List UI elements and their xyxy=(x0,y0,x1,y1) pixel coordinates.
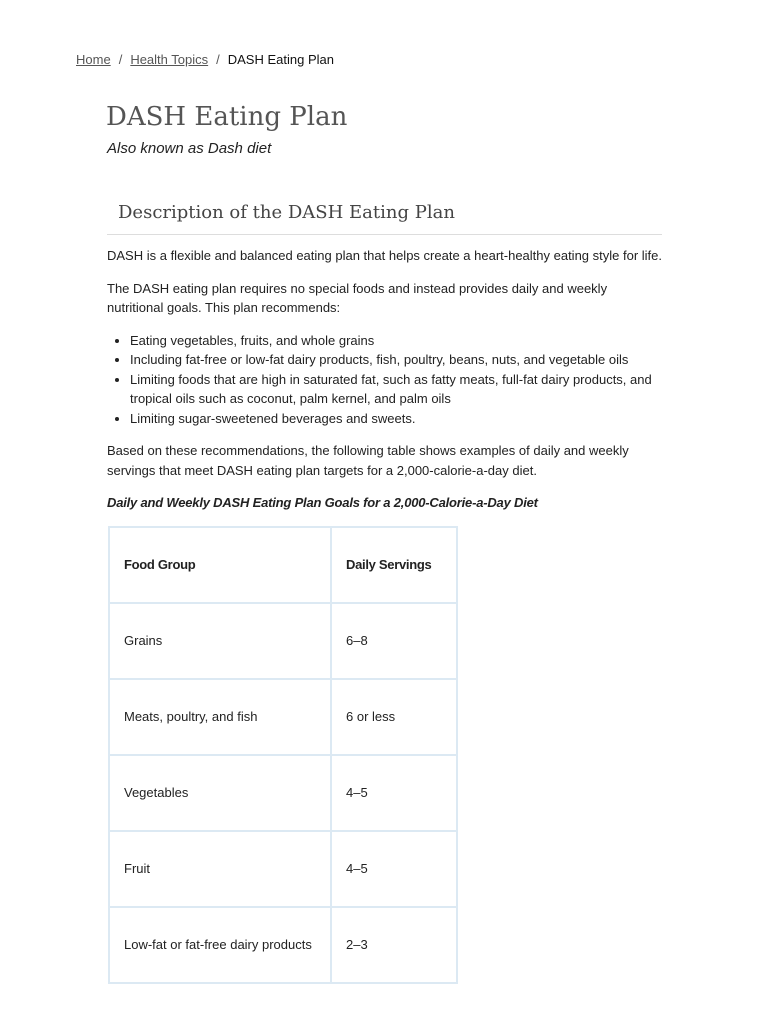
table-cell-daily-servings: 2–3 xyxy=(331,907,457,983)
also-known-as: Also known as Dash diet xyxy=(107,140,272,157)
table-cell-food-group: Low-fat or fat-free dairy products xyxy=(109,907,331,983)
table-row xyxy=(109,755,457,831)
table-row xyxy=(109,831,457,907)
table-header-daily-servings: Daily Servings xyxy=(331,527,457,603)
table-row xyxy=(109,907,457,983)
dash-goals-table xyxy=(108,526,458,984)
breadcrumb-health-topics-link[interactable]: Health Topics xyxy=(130,52,209,67)
table-cell-food-group: Vegetables xyxy=(109,755,331,831)
table-cell-food-group: Meats, poultry, and fish xyxy=(109,679,331,755)
table-cell-food-group: Fruit xyxy=(109,831,331,907)
table-cell-daily-servings: 4–5 xyxy=(331,755,457,831)
list-item: • Including fat-free or low-fat dairy products, fish, poultry, beans, nuts, and vegetable oils xyxy=(130,350,667,370)
section-divider xyxy=(107,234,662,235)
breadcrumb-home-link[interactable]: Home xyxy=(76,52,111,67)
table-cell-daily-servings: 6 or less xyxy=(331,679,457,755)
list-item: • Limiting sugar-sweetened beverages and sweets. xyxy=(130,409,667,429)
breadcrumb-current-page: DASH Eating Plan xyxy=(227,52,334,67)
intro-paragraph: DASH is a flexible and balanced eating plan that helps create a heart-healthy eating style for life. xyxy=(107,248,663,263)
page-title: DASH Eating Plan xyxy=(106,102,348,132)
table-cell-food-group: Grains xyxy=(109,603,331,679)
table-caption: Daily and Weekly DASH Eating Plan Goals for a 2,000-Calorie-a-Day Diet xyxy=(107,495,538,510)
breadcrumb-separator: / xyxy=(216,52,220,67)
recommendations-list xyxy=(107,331,667,429)
table-row xyxy=(109,679,457,755)
table-intro-paragraph: Based on these recommendations, the following table shows examples of daily and weekly servings that meet DASH eating plan targets for a 2,000-calorie-a-day diet. xyxy=(107,443,629,478)
table-cell-daily-servings: 6–8 xyxy=(331,603,457,679)
goals-paragraph: The DASH eating plan requires no special foods and instead provides daily and weekly nutritional goals. This plan recommends: xyxy=(107,280,608,315)
breadcrumb xyxy=(76,51,334,69)
table-cell-daily-servings: 4–5 xyxy=(331,831,457,907)
list-item: • Limiting foods that are high in saturated fat, such as fatty meats, full-fat dairy products, and tropical oils such as coconut, palm kernel, and palm oils xyxy=(130,370,667,409)
breadcrumb-separator: / xyxy=(118,52,123,67)
article-content xyxy=(107,246,667,984)
table-header-row xyxy=(109,527,457,603)
list-item: • Eating vegetables, fruits, and whole grains xyxy=(130,331,667,351)
section-heading: Description of the DASH Eating Plan xyxy=(118,202,455,223)
table-row xyxy=(109,603,457,679)
table-header-food-group: Food Group xyxy=(109,527,331,603)
